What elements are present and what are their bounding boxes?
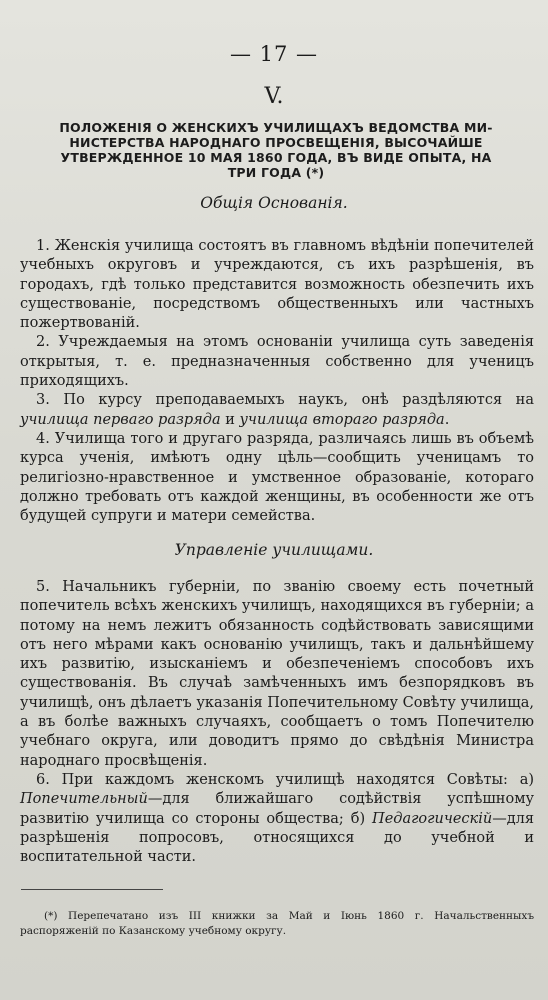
section-heading-general: Общія Основанія. [200, 194, 348, 212]
title-line: НИСТЕРСТВА НАРОДНАГО ПРОСВЕЩЕНІЯ, ВЫСОЧАЙШЕ [69, 135, 483, 150]
footnote: (*) Перепечатано изъ III книжки за Май и Іюнь 1860 г. Начальственныхъ распоряженій по Казанскому учебному округу. [20, 910, 534, 937]
paragraph-1: 1. Женскія училища состоятъ въ главномъ вѣдѣніи попечителей учебныхъ округовъ и учреждаются, съ ихъ разрѣшенія, въ городахъ, гдѣ только представится возможность обезпечить ихъ существованіе, посредствомъ общественныхъ или частныхъ пожертвованій. [20, 238, 534, 332]
page-number: — 17 — [229, 42, 319, 66]
paragraph-2: 2. Учреждаемыя на этомъ основаніи училища суть заведенія открытыя, т. е. предназначенныя собственно для ученицъ приходящихъ. [20, 334, 534, 390]
body-text-general [20, 237, 534, 526]
paragraph-5: 5. Начальникъ губерніи, по званію своему есть почетный попечитель всѣхъ женскихъ училищъ, находящихся въ губерніи; а потому на немъ лежитъ обязанность содѣйствовать зависящими отъ него мѣрами какъ основанію училищъ, такъ и дальнѣйшему ихъ развитію, изысканіемъ и обезпеченіемъ способовъ ихъ существованія. Въ случаѣ замѣченныхъ имъ безпорядковъ въ училищѣ, онъ дѣлаетъ указанія Попечительному Совѣту училища, а въ болѣе важныхъ случаяхъ, сообщаетъ о томъ Попечителю учебнаго округа, или доводитъ прямо до свѣдѣнія Министра народнаго просвѣщенія. [20, 579, 534, 769]
footnote-divider [21, 889, 163, 890]
paragraph-6-end: —для разрѣшенія попросовъ, относящихся до учебной и воспитательной части. [20, 810, 534, 866]
paragraph-6-text: 6. При каждомъ женскомъ училищѣ находятся Совѣты: а) [36, 771, 534, 788]
paragraph-3 [20, 391, 534, 430]
paragraph-3-italic-second: училища втораго разряда [239, 411, 445, 428]
paragraph-3-conjunction: и [220, 411, 240, 428]
title-line: ПОЛОЖЕНІЯ О ЖЕНСКИХЪ УЧИЛИЩАХЪ ВЕДОМСТВА МИ- [59, 120, 493, 135]
document-title [20, 120, 532, 180]
paragraph-6-italic-second: Педагогическій [372, 810, 493, 827]
section-heading-management: Управленіе училищами. [174, 541, 374, 559]
body-text-management [20, 578, 534, 867]
paragraph-6 [20, 771, 534, 867]
paragraph-6-italic-first: Попечительный [20, 791, 148, 808]
title-line: УТВЕРЖДЕННОЕ 10 МАЯ 1860 ГОДА, ВЪ ВИДЕ ОПЫТА, НА [60, 150, 492, 165]
title-line: ТРИ ГОДА (*) [227, 165, 325, 180]
paragraph-3-italic-first: училища перваго разряда [20, 411, 221, 428]
paragraph-6-middle: —для ближайшаго содѣйствія успѣшному развитію училища со стороны общества; б) [20, 791, 534, 827]
paragraph-3-period: . [444, 411, 450, 428]
section-numeral: V. [264, 84, 284, 109]
paragraph-3-text: 3. По курсу преподаваемыхъ наукъ, онѣ раздѣляются на [36, 392, 534, 409]
paragraph-4: 4. Училища того и другаго разряда, различаясь лишь въ объемѣ курса ученія, имѣютъ одну цѣль—сообщить ученицамъ то религіозно-нравственное и умственное образованіе, котораго должно требовать отъ каждой женщины, въ особенности же отъ будущей супруги и матери семейства. [20, 430, 534, 525]
